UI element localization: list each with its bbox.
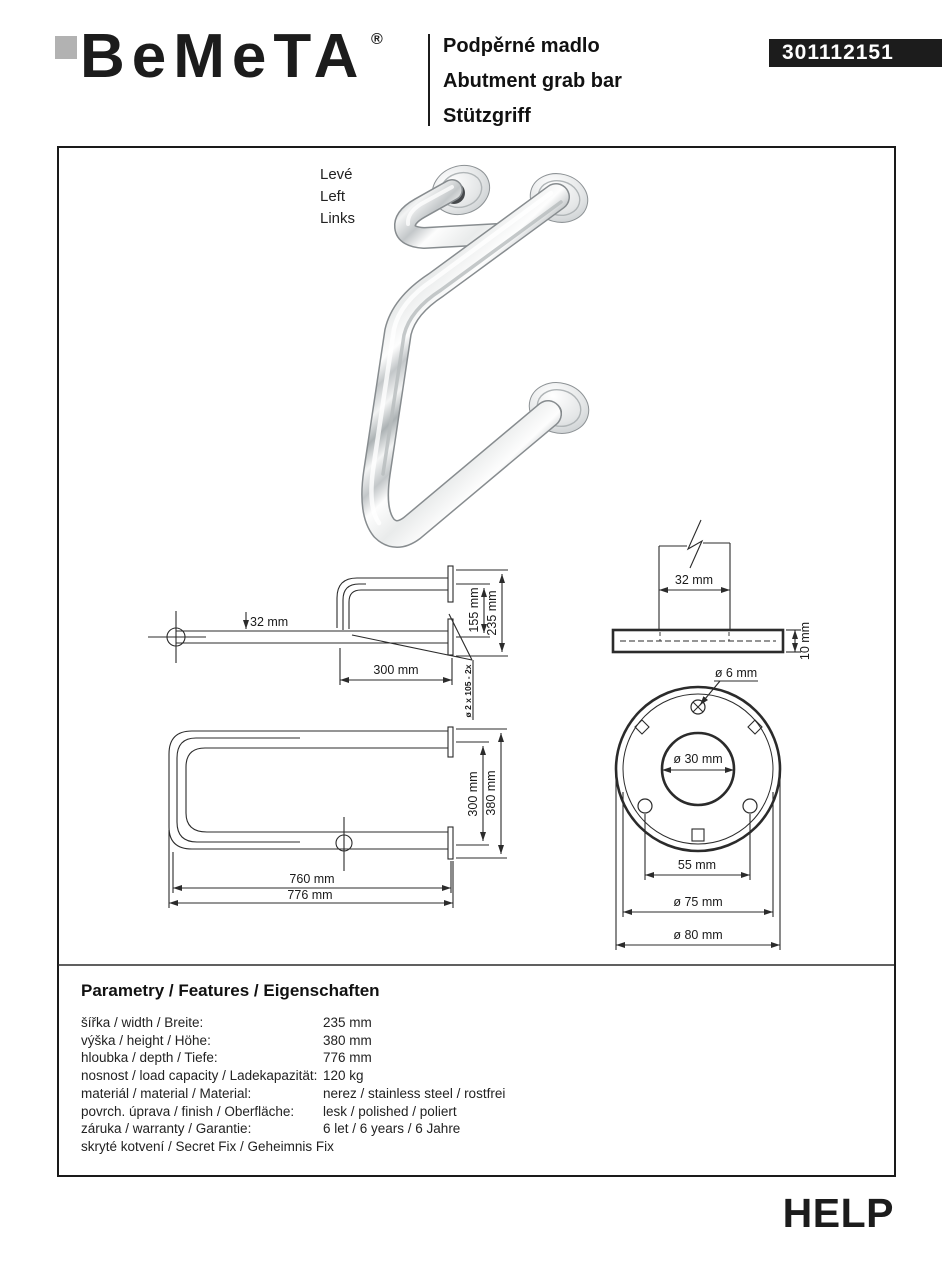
dim-side-235: 235 mm [485, 590, 499, 636]
parameter-value: lesk / polished / poliert [323, 1103, 457, 1119]
parameter-row [81, 1085, 505, 1103]
orientation-en: Left [320, 188, 346, 205]
parameters-title: Parametry / Features / Eigenschaften [81, 981, 380, 1000]
parameter-value: 120 kg [323, 1068, 364, 1084]
parameter-value: 235 mm [323, 1015, 372, 1030]
dim-side-tube: 32 mm [250, 615, 289, 629]
drawing-side-view [148, 566, 508, 720]
header-divider [428, 34, 430, 126]
parameter-label: záruka / warranty / Garantie: [81, 1121, 252, 1137]
parameter-label: materiál / material / Material: [81, 1085, 252, 1101]
dim-plan-776: 776 mm [287, 888, 333, 902]
parameter-label: hloubka / depth / Tiefe: [81, 1050, 218, 1066]
dim-flange-spacing: 55 mm [677, 858, 717, 872]
parameter-row [81, 1103, 505, 1121]
dim-plan-380: 380 mm [484, 770, 498, 816]
dim-flange-center-hole: ø 30 mm [673, 752, 723, 766]
dim-flange-thickness: 10 mm [798, 621, 812, 661]
brand-logo: BeMeTA [80, 22, 366, 91]
parameter-row [81, 1138, 505, 1156]
dim-flange-tube: 32 mm [674, 573, 714, 587]
dim-plan-760: 760 mm [289, 872, 335, 886]
parameter-value: 6 let / 6 years / 6 Jahre [323, 1121, 461, 1137]
dim-flange-screw-hole: ø 6 mm [714, 666, 758, 680]
product-photo [371, 158, 594, 534]
dim-side-holes-note: ø 2 x 105 - 2x [463, 664, 473, 718]
parameter-value: 776 mm [323, 1050, 372, 1066]
dim-side-300: 300 mm [373, 663, 419, 677]
product-titles [443, 29, 622, 134]
drawing-flange-front [616, 681, 780, 950]
orientation-cs: Levé [320, 166, 353, 183]
product-code: 301112151 [782, 41, 894, 64]
product-title-en: Abutment grab bar [443, 70, 622, 92]
parameter-label: skryté kotvení / Secret Fix / Geheimnis Fix [81, 1138, 334, 1154]
parameters-table [81, 1014, 505, 1156]
dim-flange-bolt-circle: ø 75 mm [673, 895, 723, 909]
registered-mark: ® [371, 31, 383, 48]
dim-flange-outer: ø 80 mm [673, 928, 723, 942]
parameter-value: nerez / stainless steel / rostfrei [323, 1085, 506, 1101]
drawing-plan-view [169, 727, 507, 908]
parameter-label: šířka / width / Breite: [81, 1015, 204, 1030]
parameter-row [81, 1120, 505, 1138]
product-title-de: Stützgriff [443, 105, 531, 127]
parameter-row [81, 1032, 505, 1050]
parameter-value: 380 mm [323, 1032, 372, 1048]
parameter-label: nosnost / load capacity / Ladekapazität: [81, 1068, 318, 1084]
parameter-label: povrch. úprava / finish / Oberfläche: [81, 1103, 295, 1119]
product-title-cs: Podpěrné madlo [443, 35, 600, 57]
parameter-label: výška / height / Höhe: [81, 1032, 211, 1048]
parameter-row [81, 1049, 505, 1067]
orientation-de: Links [320, 210, 356, 227]
technical-drawings [58, 520, 894, 965]
help-brand: HELP [782, 1190, 894, 1236]
dimension-labels [250, 573, 812, 942]
logo-square [55, 36, 77, 59]
parameter-row [81, 1014, 505, 1032]
dim-plan-300: 300 mm [466, 771, 480, 817]
product-code-badge [769, 39, 942, 67]
dim-side-155: 155 mm [467, 587, 481, 633]
parameter-row [81, 1067, 505, 1085]
